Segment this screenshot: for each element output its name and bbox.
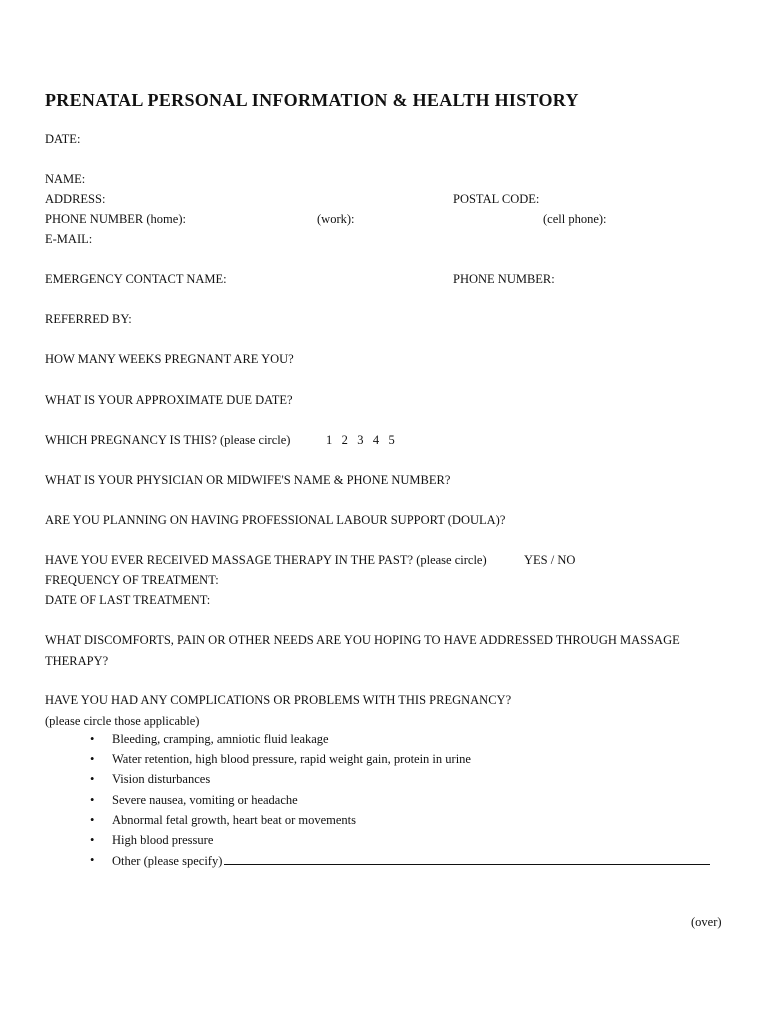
bullet-icon: • — [90, 752, 95, 767]
pregnancy-number-options[interactable]: 1 2 3 4 5 — [326, 433, 395, 447]
emergency-phone-label: PHONE NUMBER: — [453, 272, 555, 286]
phone-cell-label: (cell phone): — [543, 212, 607, 226]
bullet-icon: • — [90, 812, 95, 827]
address-label: ADDRESS: — [45, 192, 106, 206]
complication-item[interactable]: • Abnormal fetal growth, heart beat or movements — [90, 812, 357, 827]
bullet-icon: • — [90, 732, 95, 746]
form-title: PRENATAL PERSONAL INFORMATION & HEALTH HISTORY — [45, 90, 579, 110]
emergency-contact-label: EMERGENCY CONTACT NAME: — [45, 272, 227, 286]
due-date-question: WHAT IS YOUR APPROXIMATE DUE DATE? — [45, 393, 293, 407]
massage-past-yes-no[interactable]: YES / NO — [524, 553, 576, 567]
phone-home-label: PHONE NUMBER (home): — [45, 212, 186, 226]
physician-question: WHAT IS YOUR PHYSICIAN OR MIDWIFE'S NAME & PHONE NUMBER? — [45, 473, 451, 487]
bullet-icon: • — [90, 853, 95, 868]
name-label: NAME: — [45, 172, 86, 186]
complication-item-other[interactable]: • Other (please specify) — [90, 852, 710, 872]
complications-list — [90, 731, 710, 872]
complication-item[interactable]: • High blood pressure — [90, 832, 214, 847]
weeks-pregnant-question: HOW MANY WEEKS PREGNANT ARE YOU? — [45, 352, 294, 366]
complication-item[interactable]: • Water retention, high blood pressure, rapid weight gain, protein in urine — [90, 752, 471, 767]
referred-by-label: REFERRED BY: — [45, 312, 132, 326]
doula-question: ARE YOU PLANNING ON HAVING PROFESSIONAL LABOUR SUPPORT (DOULA)? — [45, 513, 506, 527]
postal-code-label: POSTAL CODE: — [453, 192, 540, 206]
frequency-label: FREQUENCY OF TREATMENT: — [45, 573, 219, 587]
phone-work-label: (work): — [317, 212, 355, 226]
which-pregnancy-question: WHICH PREGNANCY IS THIS? (please circle) — [45, 433, 291, 447]
complication-item[interactable]: • Bleeding, cramping, amniotic fluid leakage — [90, 732, 329, 746]
bullet-icon: • — [90, 772, 95, 787]
discomforts-question-line2: THERAPY? — [45, 654, 109, 668]
bullet-icon: • — [90, 832, 95, 847]
date-label: DATE: — [45, 132, 81, 146]
complications-note: (please circle those applicable) — [45, 714, 200, 728]
last-treatment-label: DATE OF LAST TREATMENT: — [45, 593, 211, 607]
complication-item[interactable]: • Vision disturbances — [90, 772, 211, 787]
bullet-icon: • — [90, 792, 95, 807]
other-specify-line[interactable] — [224, 852, 710, 865]
complications-question: HAVE YOU HAD ANY COMPLICATIONS OR PROBLEMS WITH THIS PREGNANCY? — [45, 693, 512, 707]
complication-item[interactable]: • Severe nausea, vomiting or headache — [90, 792, 298, 807]
massage-past-question: HAVE YOU EVER RECEIVED MASSAGE THERAPY IN THE PAST? (please circle) — [45, 553, 487, 567]
over-note: (over) — [691, 915, 722, 929]
discomforts-question-line1: WHAT DISCOMFORTS, PAIN OR OTHER NEEDS ARE YOU HOPING TO HAVE ADDRESSED THROUGH MASSAGE — [45, 633, 680, 647]
email-label: E-MAIL: — [45, 232, 93, 246]
